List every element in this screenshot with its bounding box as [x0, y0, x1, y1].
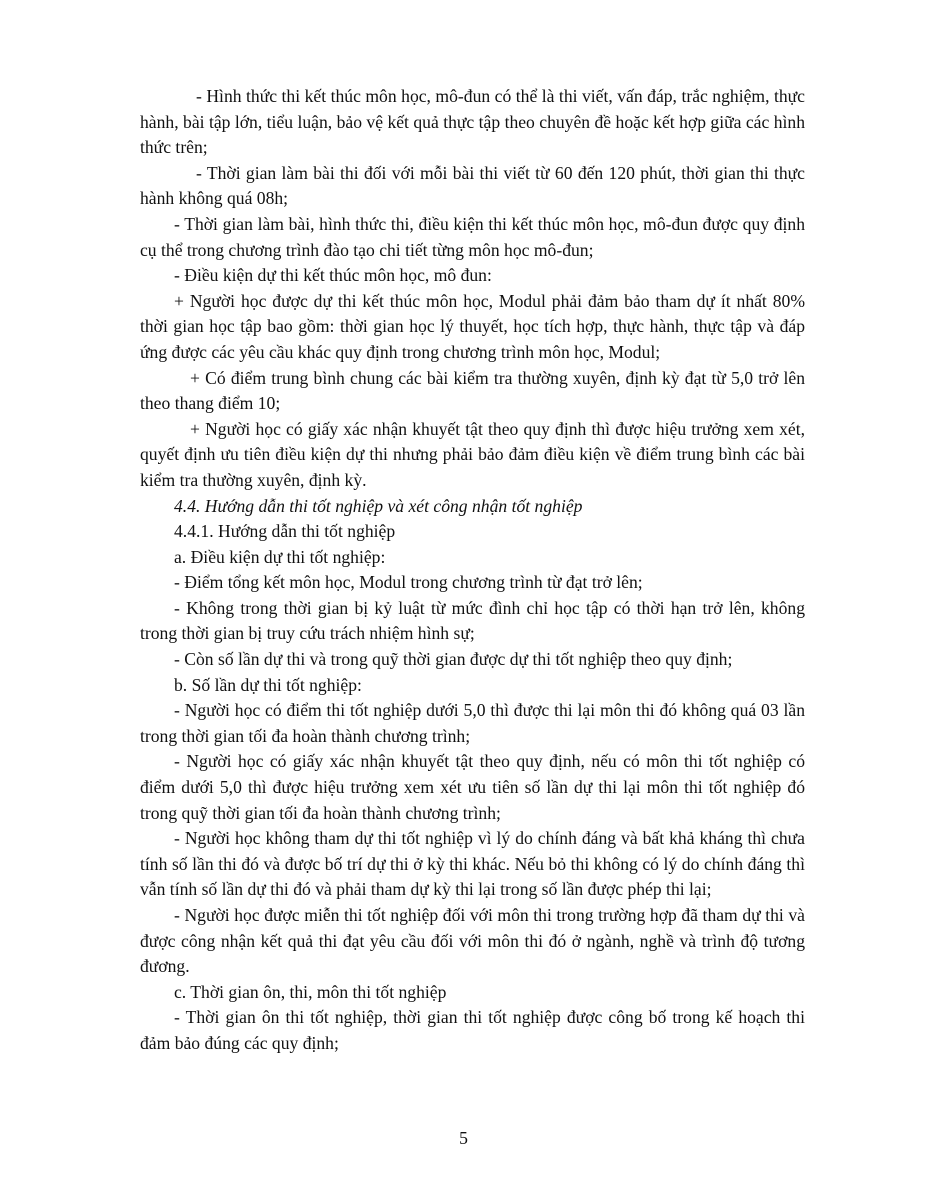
section-heading-4-4: 4.4. Hướng dẫn thi tốt nghiệp và xét công nhận tốt nghiệp: [174, 495, 583, 516]
paragraph-score-condition: + Có điểm trung bình chung các bài kiểm tra thường xuyên, định kỳ đạt từ 5,0 trở lên theo thang điểm 10;: [140, 367, 805, 414]
page-number: 5: [459, 1128, 468, 1148]
paragraph-retake-limit: - Người học có điểm thi tốt nghiệp dưới 5,0 thì được thi lại môn thi đó không quá 03 lần trong thời gian tối đa hoàn thành chương trình;: [140, 700, 805, 746]
paragraph-absence-reason: - Người học không tham dự thi tốt nghiệp vì lý do chính đáng và bất khả kháng thì chưa tính số lần thi đó và được bố trí dự thi ở kỳ thi khác. Nếu bỏ thi không có lý do chính đáng thì vẫn tính số lần dự thi đó và phải tham dự kỳ thi lại trong số lần được phép thi lại;: [140, 828, 805, 900]
paragraph-discipline-condition: - Không trong thời gian bị kỷ luật từ mức đình chỉ học tập có thời hạn trở lên, không trong thời gian bị truy cứu trách nhiệm hình sự;: [140, 597, 805, 644]
paragraph-exam-format: - Hình thức thi kết thúc môn học, mô-đun có thể là thi viết, vấn đáp, trắc nghiệm, thực hành, bài tập lớn, tiểu luận, bảo vệ kết quả thực tập theo chuyên đề hoặc kết hợp giữa các hình thức trên;: [140, 86, 805, 158]
paragraph-graduation-conditions-heading: a. Điều kiện dự thi tốt nghiệp:: [174, 546, 386, 567]
paragraph-schedule-detail: - Thời gian ôn thi tốt nghiệp, thời gian thi tốt nghiệp được công bố trong kế hoạch thi đảm bảo đúng các quy định;: [140, 1007, 805, 1053]
paragraph-exemption: - Người học được miễn thi tốt nghiệp đối với môn thi trong trường hợp đã tham dự thi và được công nhận kết quả thi đạt yêu cầu đối với môn thi đó ở ngành, nghề và trình độ tương đương.: [140, 905, 805, 977]
paragraph-remaining-attempts: - Còn số lần dự thi và trong quỹ thời gian được dự thi tốt nghiệp theo quy định;: [174, 649, 733, 670]
paragraph-schedule-heading: c. Thời gian ôn, thi, môn thi tốt nghiệp: [174, 981, 447, 1002]
paragraph-exam-conditions-heading: - Điều kiện dự thi kết thúc môn học, mô đun:: [174, 265, 492, 286]
subsection-heading-4-4-1: 4.4.1. Hướng dẫn thi tốt nghiệp: [174, 521, 396, 542]
paragraph-attempts-heading: b. Số lần dự thi tốt nghiệp:: [174, 674, 362, 695]
document-body: [140, 84, 805, 1057]
paragraph-exam-duration: - Thời gian làm bài thi đối với mỗi bài thi viết từ 60 đến 120 phút, thời gian thi thực hành không quá 08h;: [140, 162, 805, 209]
paragraph-exam-regulation: - Thời gian làm bài, hình thức thi, điều kiện thi kết thúc môn học, mô-đun được quy định cụ thể trong chương trình đào tạo chi tiết từng môn học mô-đun;: [140, 213, 805, 260]
paragraph-attendance-condition: + Người học được dự thi kết thúc môn học, Modul phải đảm bảo tham dự ít nhất 80% thời gian học tập bao gồm: thời gian học lý thuyết, học tích hợp, thực hành, thực tập và đáp ứng được các yêu cầu khác quy định trong chương trình môn học, Modul;: [140, 290, 805, 362]
paragraph-final-score-condition: - Điểm tổng kết môn học, Modul trong chương trình từ đạt trở lên;: [174, 572, 643, 593]
paragraph-disability-priority: + Người học có giấy xác nhận khuyết tật theo quy định thì được hiệu trưởng xem xét, quyết định ưu tiên điều kiện dự thi nhưng phải bảo đảm điều kiện về điểm trung bình các bài kiểm tra thường xuyên, định kỳ.: [140, 418, 805, 490]
paragraph-disability-retake: - Người học có giấy xác nhận khuyết tật theo quy định, nếu có môn thi tốt nghiệp có điểm dưới 5,0 thì được hiệu trưởng xem xét ưu tiên số lần dự thi lại môn thi tốt nghiệp đó trong quỹ thời gian tối đa hoàn thành chương trình;: [140, 751, 805, 823]
